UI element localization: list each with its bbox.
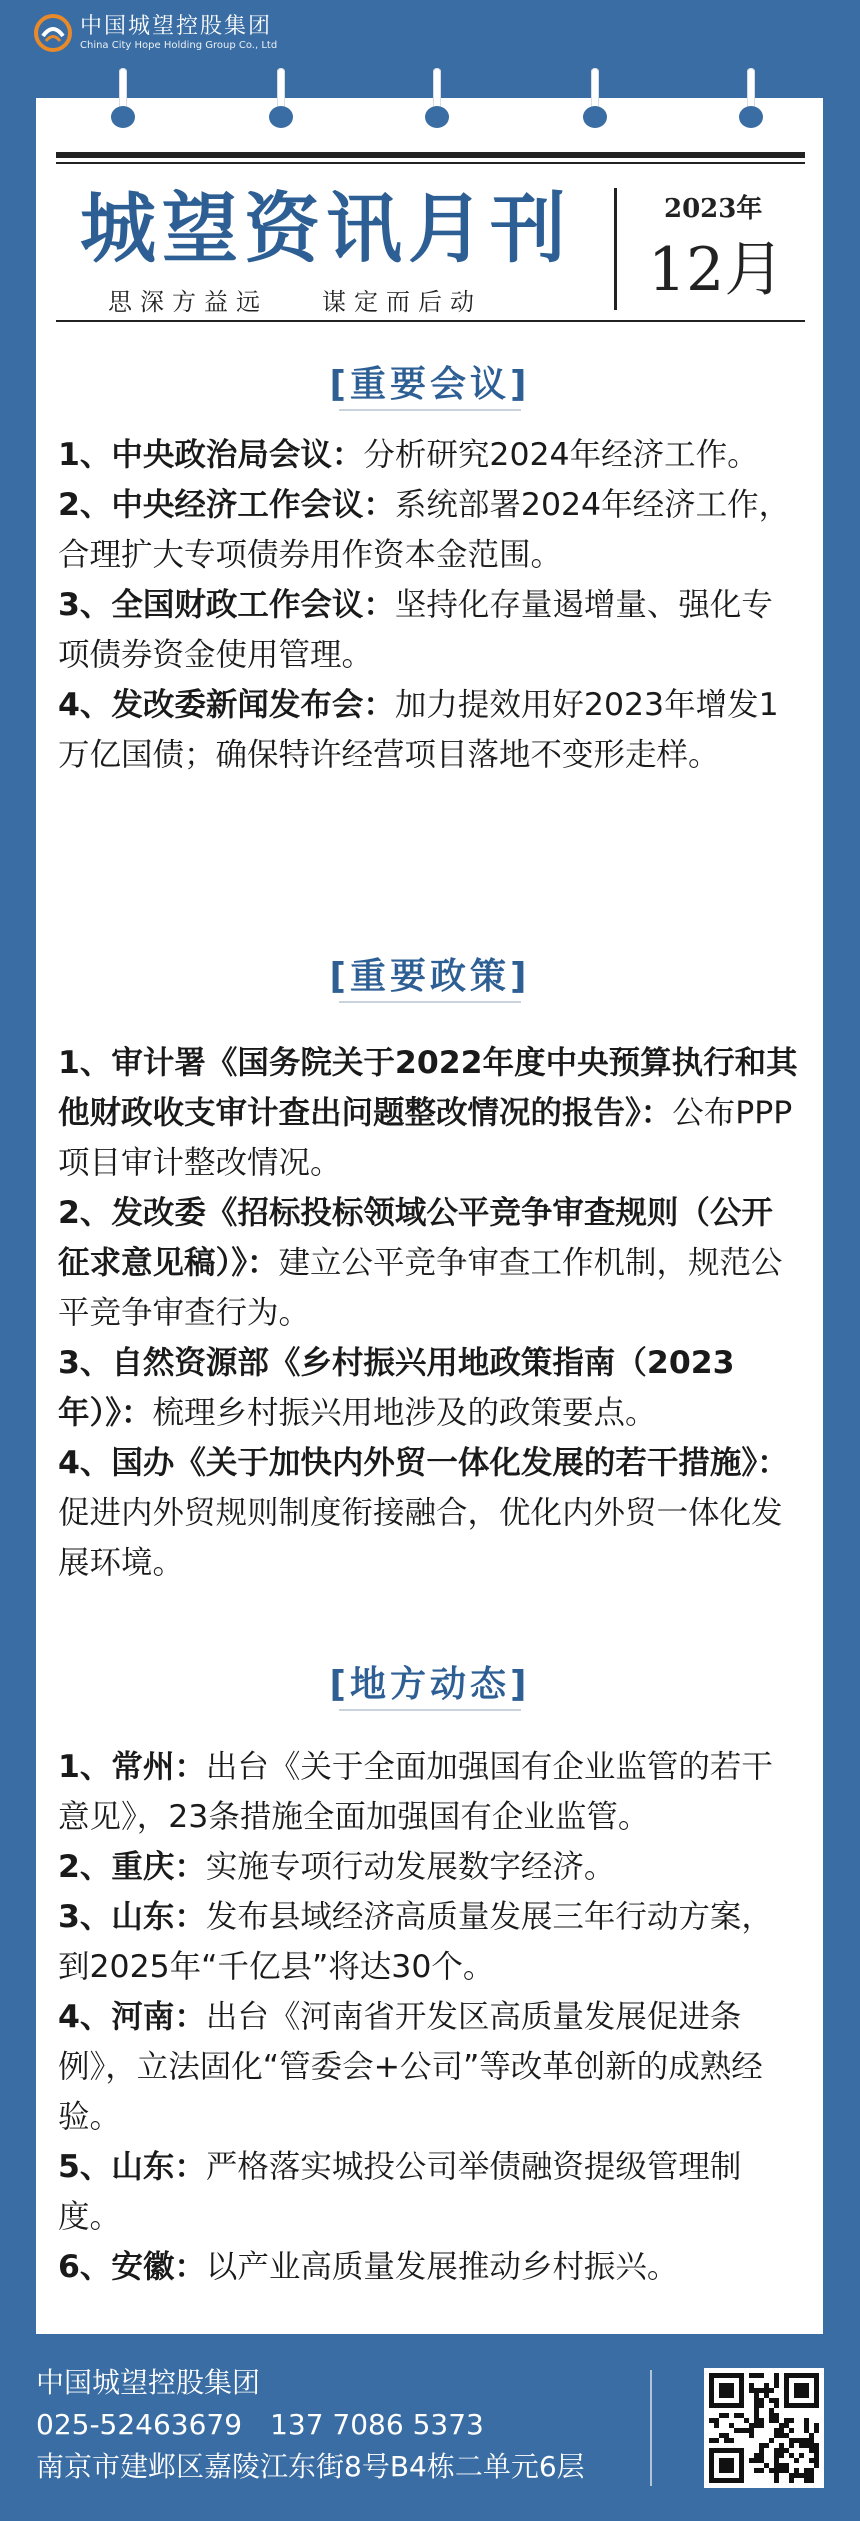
issue-month: 12月: [648, 235, 785, 305]
masthead-top-rule: [56, 152, 805, 158]
section-list-meetings: [58, 430, 803, 780]
list-item: 1、中央政治局会议：分析研究2024年经济工作。: [58, 437, 759, 473]
list-item: 2、重庆：实施专项行动发展数字经济。: [58, 1849, 616, 1885]
binder-ring-icon: [582, 68, 608, 128]
list-item: 3、全国财政工作会议：坚持化存量遏增量、强化专项债券资金使用管理。: [58, 587, 773, 673]
masthead-top-rule-thin: [56, 162, 805, 164]
section-list-policies: [58, 1038, 803, 1588]
issue-year: 2023年: [664, 194, 763, 224]
binder-ring-icon: [424, 68, 450, 128]
footer-divider: [650, 2370, 652, 2486]
brand-logo: [34, 14, 277, 52]
masthead-bottom-rule: [56, 320, 805, 322]
slogan-2: 谋定而后动: [322, 288, 482, 316]
binder-ring-icon: [268, 68, 294, 128]
brand-name-en: China City Hope Holding Group Co., Ltd: [80, 40, 278, 51]
list-item: 4、河南：出台《河南省开发区高质量发展促进条例》，立法固化“管委会+公司”等改革创新的成熟经验。: [58, 1999, 763, 2135]
brand-logo-icon: [34, 14, 72, 52]
footer-phones: 025-52463679 137 7086 5373: [36, 2408, 484, 2441]
footer-address: 南京市建邺区嘉陵江东街8号B4栋二单元6层: [36, 2450, 585, 2483]
masthead-slogan: [108, 282, 536, 317]
section-title-meetings: [0, 356, 860, 411]
list-item: 4、发改委新闻发布会：加力提效用好2023年增发1万亿国债；确保特许经营项目落地不变形走样。: [58, 687, 779, 773]
footer-company: 中国城望控股集团: [36, 2366, 261, 2399]
section-title-text: [重要会议]: [329, 364, 531, 405]
list-item: 5、山东：严格落实城投公司举债融资提级管理制度。: [58, 2149, 742, 2235]
section-title-text: [重要政策]: [329, 956, 531, 997]
list-item: 2、中央经济工作会议：系统部署2024年经济工作，合理扩大专项债券用作资本金范围。: [58, 487, 791, 573]
section-title-text: [地方动态]: [329, 1664, 531, 1705]
section-title-local: [0, 1656, 860, 1711]
qr-code-icon[interactable]: [704, 2368, 824, 2488]
list-item: 1、审计署《国务院关于2022年度中央预算执行和其他财政收支审计查出问题整改情况的报告》：公布PPP项目审计整改情况。: [58, 1045, 798, 1181]
list-item: 6、安徽：以产业高质量发展推动乡村振兴。: [58, 2249, 679, 2285]
list-item: 2、发改委《招标投标领域公平竞争审查规则（公开征求意见稿）》：建立公平竞争审查工作机制，规范公平竞争审查行为。: [58, 1195, 783, 1331]
footer-contact: [36, 2362, 585, 2488]
list-item: 3、山东：发布县域经济高质量发展三年行动方案，到2025年“千亿县”将达30个。: [58, 1899, 773, 1985]
section-list-local: [58, 1742, 803, 2292]
brand-name-cn: 中国城望控股集团: [80, 14, 273, 39]
list-item: 1、常州：出台《关于全面加强国有企业监管的若干意见》，23条措施全面加强国有企业监管。: [58, 1749, 773, 1835]
binder-ring-icon: [110, 68, 136, 128]
masthead-divider: [614, 188, 617, 310]
list-item: 3、自然资源部《乡村振兴用地政策指南（2023年）》：梳理乡村振兴用地涉及的政策要点。: [58, 1345, 735, 1431]
section-title-policies: [0, 948, 860, 1003]
slogan-1: 思深方益远: [108, 288, 268, 316]
binder-ring-icon: [738, 68, 764, 128]
masthead-title: 城望资讯月刊: [80, 184, 572, 273]
list-item: 4、国办《关于加快内外贸一体化发展的若干措施》：促进内外贸规则制度衔接融合，优化内外贸一体化发展环境。: [58, 1445, 789, 1581]
